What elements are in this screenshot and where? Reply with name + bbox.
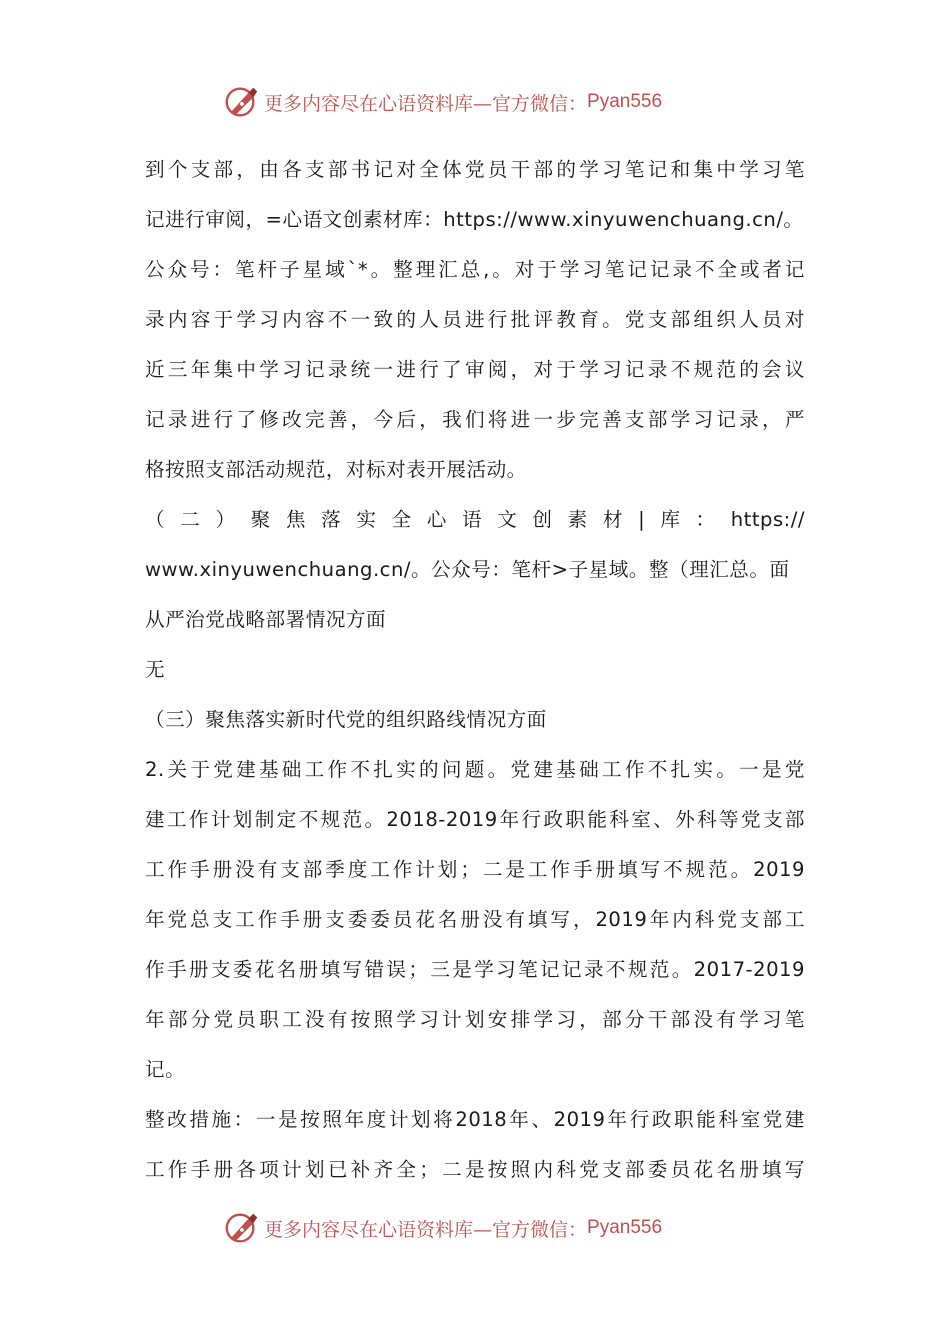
text-line: 建工作计划制定不规范。2018-2019年行政职能科室、外科等党支部	[145, 808, 805, 831]
text-line: 近三年集中学习记录统一进行了审阅，对于学习记录不规范的会议	[145, 358, 805, 381]
text-line: 格按照支部活动规范，对标对表开展活动。	[145, 458, 527, 481]
banner-wechat-handle: Pyan556	[587, 91, 663, 112]
text-line: 记录进行了修改完善，今后，我们将进一步完善支部学习记录，严	[145, 408, 805, 431]
text-line: 整改措施：一是按照年度计划将2018年、2019年行政职能科室党建	[145, 1108, 805, 1131]
text-line: 年部分党员职工没有按照学习计划安排学习，部分干部没有学习笔	[145, 1008, 805, 1031]
text-line: 2.关于党建基础工作不扎实的问题。党建基础工作不扎实。一是党	[145, 758, 805, 781]
banner-wechat-handle: Pyan556	[587, 1217, 663, 1238]
pen-nib-logo-icon	[222, 1209, 260, 1247]
text-line: 到个支部，由各支部书记对全体党员干部的学习笔记和集中学习笔	[145, 158, 805, 181]
text-line: 年党总支工作手册支委委员花名册没有填写，2019年内科党支部工	[145, 908, 805, 931]
section-heading-line: （二）聚焦落实全心语文创素材|库：https://	[145, 508, 805, 531]
footer-banner	[222, 1208, 742, 1248]
text-line: 工作手册没有支部季度工作计划；二是工作手册填写不规范。2019	[145, 858, 805, 881]
text-line: 录内容于学习内容不一致的人员进行批评教育。党支部组织人员对	[145, 308, 805, 331]
header-banner	[222, 82, 742, 122]
text-line: www.xinyuwenchuang.cn/。公众号：笔杆>子星域。整（理汇总。面	[145, 558, 790, 581]
text-line: 无	[145, 658, 166, 681]
banner-text: 更多内容尽在心语资料库—官方微信：	[264, 1218, 588, 1241]
document-body	[145, 145, 805, 1195]
banner-text: 更多内容尽在心语资料库—官方微信：	[264, 92, 588, 115]
text-line: 记。	[145, 1058, 186, 1081]
pen-nib-logo-icon	[222, 83, 260, 121]
text-line: 记进行审阅，=心语文创素材库：https://www.xinyuwenchuang.cn/。	[145, 208, 804, 231]
text-line: 工作手册各项计划已补齐全；二是按照内科党支部委员花名册填写	[145, 1158, 805, 1181]
text-line: 从严治党战略部署情况方面	[145, 608, 387, 631]
text-line: 作手册支委花名册填写错误；三是学习笔记记录不规范。2017-2019	[145, 958, 805, 981]
section-heading-line: （三）聚焦落实新时代党的组织路线情况方面	[145, 708, 547, 731]
text-line: 公众号：笔杆子星域`*。整理汇总,。对于学习笔记记录不全或者记	[145, 258, 805, 281]
